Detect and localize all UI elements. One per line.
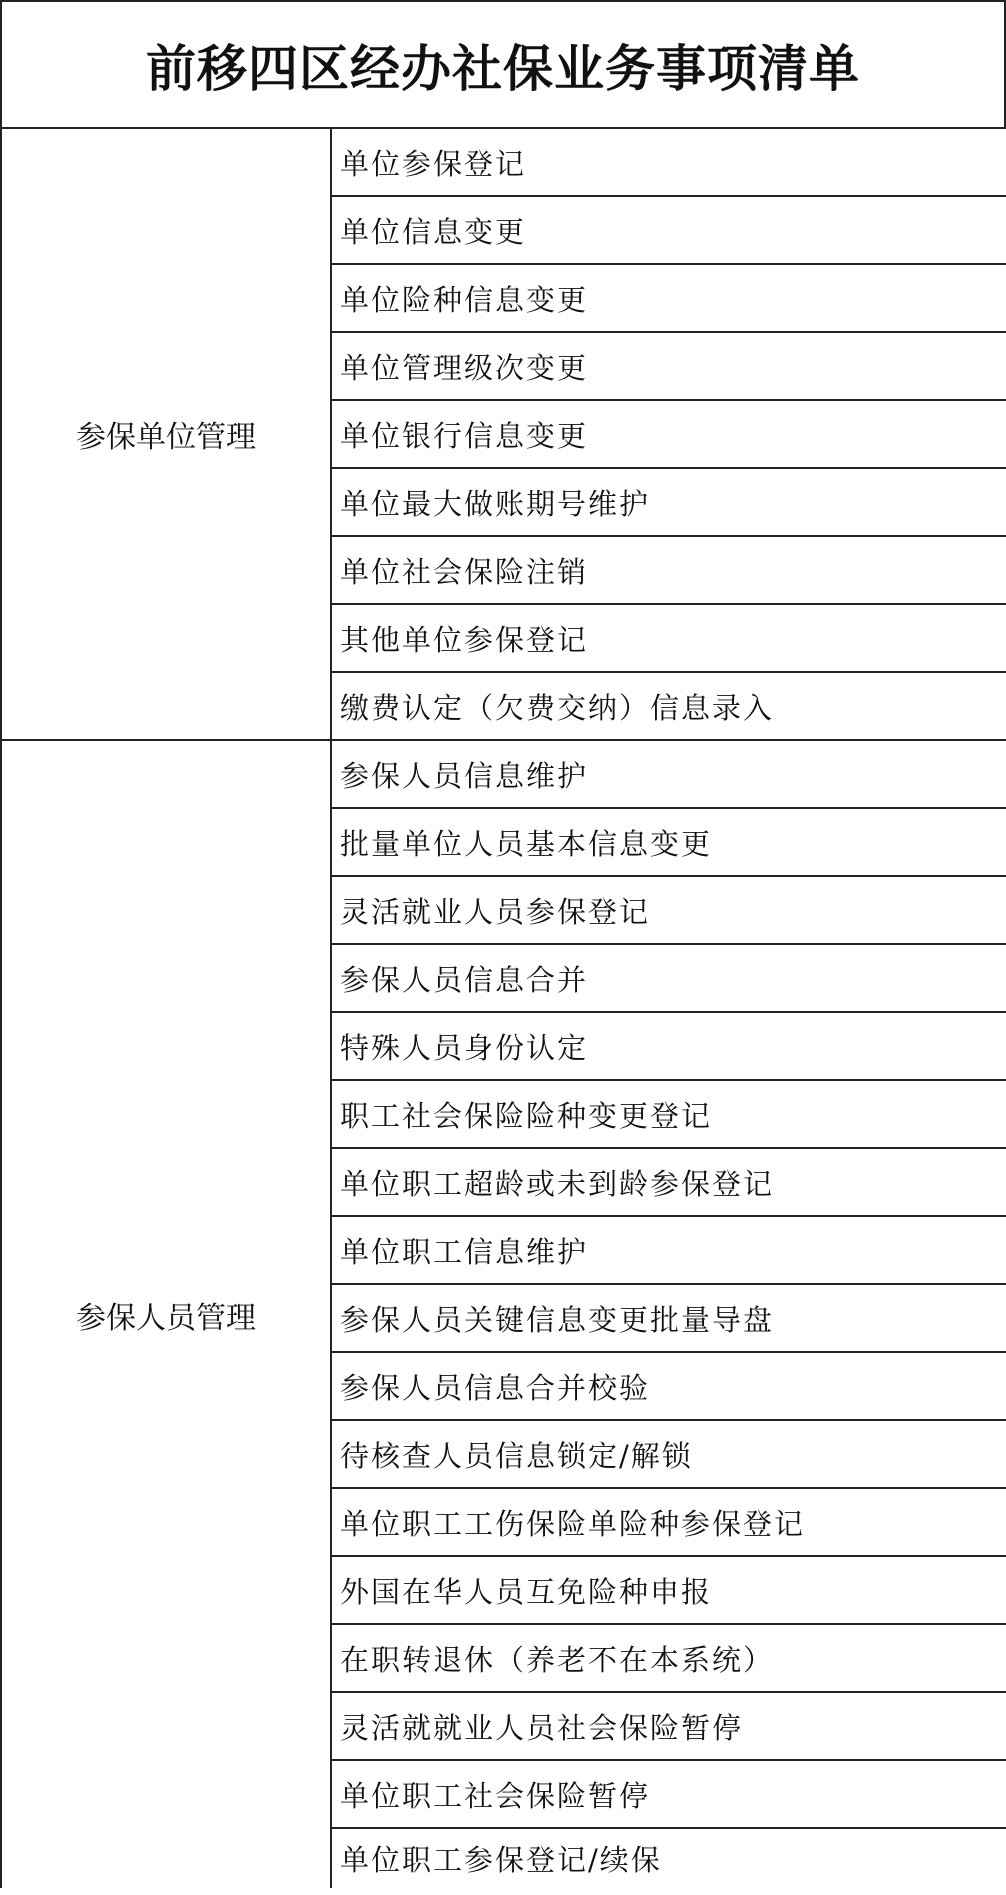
business-items-table <box>0 127 1006 1888</box>
item-cell: 灵活就就业人员社会保险暂停 <box>331 1692 1006 1760</box>
item-cell: 在职转退休（养老不在本系统） <box>331 1624 1006 1692</box>
item-cell: 单位职工工伤保险单险种参保登记 <box>331 1488 1006 1556</box>
page-title: 前移四区经办社保业务事项清单 <box>146 38 860 98</box>
item-cell: 单位最大做账期号维护 <box>331 468 1006 536</box>
item-cell: 单位银行信息变更 <box>331 400 1006 468</box>
item-cell: 参保人员信息合并 <box>331 944 1006 1012</box>
category-cell: 参保单位管理 <box>1 128 331 740</box>
item-cell: 单位职工社会保险暂停 <box>331 1760 1006 1828</box>
item-cell: 单位险种信息变更 <box>331 264 1006 332</box>
category-cell: 参保人员管理 <box>1 740 331 1888</box>
table-row <box>1 740 1006 808</box>
item-cell: 单位信息变更 <box>331 196 1006 264</box>
item-cell: 特殊人员身份认定 <box>331 1012 1006 1080</box>
item-cell: 批量单位人员基本信息变更 <box>331 808 1006 876</box>
item-cell: 单位职工参保登记/续保 <box>331 1828 1006 1888</box>
item-cell: 单位职工超龄或未到龄参保登记 <box>331 1148 1006 1216</box>
item-cell: 其他单位参保登记 <box>331 604 1006 672</box>
item-cell: 单位社会保险注销 <box>331 536 1006 604</box>
item-cell: 参保人员关键信息变更批量导盘 <box>331 1284 1006 1352</box>
item-cell: 灵活就业人员参保登记 <box>331 876 1006 944</box>
item-cell: 参保人员信息合并校验 <box>331 1352 1006 1420</box>
item-cell: 参保人员信息维护 <box>331 740 1006 808</box>
table-row <box>1 128 1006 196</box>
item-cell: 单位职工信息维护 <box>331 1216 1006 1284</box>
item-cell: 外国在华人员互免险种申报 <box>331 1556 1006 1624</box>
item-cell: 单位管理级次变更 <box>331 332 1006 400</box>
item-cell: 单位参保登记 <box>331 128 1006 196</box>
item-cell: 职工社会保险险种变更登记 <box>331 1080 1006 1148</box>
item-cell: 缴费认定（欠费交纳）信息录入 <box>331 672 1006 740</box>
title-box <box>0 0 1006 127</box>
item-cell: 待核查人员信息锁定/解锁 <box>331 1420 1006 1488</box>
